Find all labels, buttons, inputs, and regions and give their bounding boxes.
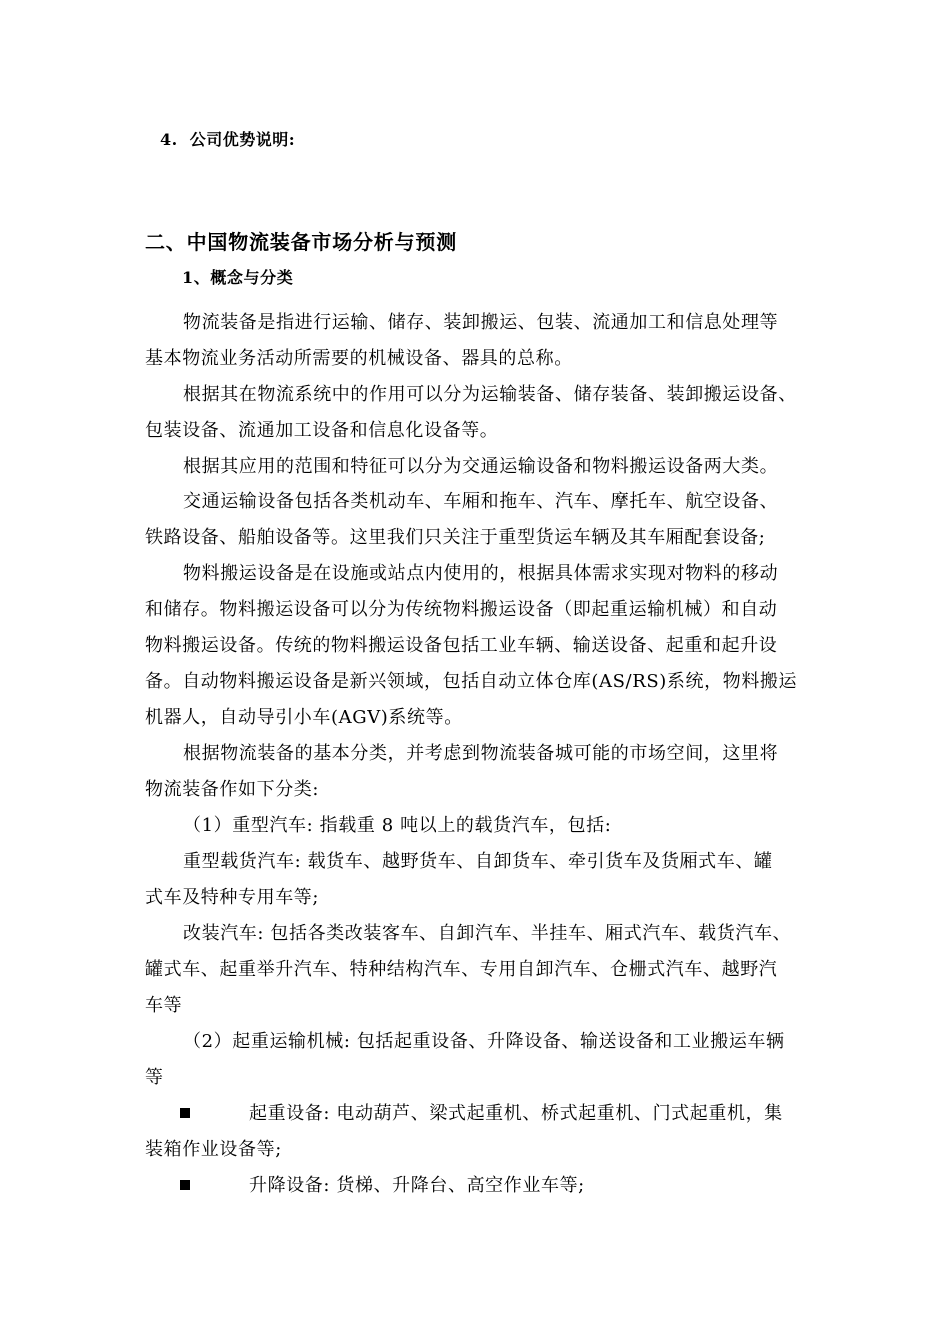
paragraph-line: 改装汽车: 包括各类改装客车、自卸汽车、半挂车、厢式汽车、载货汽车、 bbox=[183, 923, 792, 944]
paragraph-line: 车等 bbox=[145, 995, 183, 1016]
paragraph-line: （2）起重运输机械: 包括起重设备、升降设备、输送设备和工业搬运车辆 bbox=[183, 1031, 785, 1052]
paragraph-line: 重型载货汽车: 载货车、越野货车、自卸货车、牵引货车及货厢式车、罐 bbox=[183, 851, 773, 872]
paragraph-line: 物流装备是指进行运输、储存、装卸搬运、包装、流通加工和信息处理等 bbox=[183, 312, 779, 333]
paragraph-line: 式车及特种专用车等; bbox=[145, 887, 320, 908]
paragraph-line: 根据其应用的范围和特征可以分为交通运输设备和物料搬运设备两大类。 bbox=[183, 456, 779, 477]
square-bullet-icon bbox=[180, 1180, 190, 1190]
paragraph-line: （1）重型汽车: 指载重 8 吨以上的载货汽车，包括: bbox=[183, 815, 612, 836]
paragraph-line: 包装设备、流通加工设备和信息化设备等。 bbox=[145, 420, 499, 441]
paragraph-line: 物料搬运设备。传统的物料搬运设备包括工业车辆、输送设备、起重和起升设 bbox=[145, 635, 778, 656]
paragraph-line: 交通运输设备包括各类机动车、车厢和拖车、汽车、摩托车、航空设备、 bbox=[183, 491, 779, 512]
paragraph-line: 根据物流装备的基本分类，并考虑到物流装备城可能的市场空间，这里将 bbox=[183, 743, 779, 764]
bullet-line: 起重设备: 电动葫芦、梁式起重机、桥式起重机、门式起重机，集 bbox=[249, 1103, 783, 1124]
square-bullet-icon bbox=[180, 1108, 190, 1118]
paragraph-line: 物流装备作如下分类: bbox=[145, 779, 320, 800]
paragraph-line: 罐式车、起重举升汽车、特种结构汽车、专用自卸汽车、仓栅式汽车、越野汽 bbox=[145, 959, 778, 980]
paragraph-line: 备。自动物料搬运设备是新兴领域，包括自动立体仓库(AS/RS)系统，物料搬运 bbox=[145, 671, 798, 692]
paragraph-line: 机器人，自动导引小车(AGV)系统等。 bbox=[145, 707, 463, 728]
chapter-heading: 二、中国物流装备市场分析与预测 bbox=[145, 230, 457, 254]
bullet-line: 升降设备: 货梯、升降台、高空作业车等; bbox=[249, 1175, 585, 1196]
paragraph-line: 基本物流业务活动所需要的机械设备、器具的总称。 bbox=[145, 348, 573, 369]
paragraph-line: 和储存。物料搬运设备可以分为传统物料搬运设备（即起重运输机械）和自动 bbox=[145, 599, 778, 620]
paragraph-line: 铁路设备、船舶设备等。这里我们只关注于重型货运车辆及其车厢配套设备; bbox=[145, 527, 766, 548]
paragraph-line: 装箱作业设备等; bbox=[145, 1139, 282, 1160]
section-number: 4. bbox=[160, 130, 178, 149]
paragraph-line: 等 bbox=[145, 1067, 164, 1088]
paragraph-line: 物料搬运设备是在设施或站点内使用的，根据具体需求实现对物料的移动 bbox=[183, 563, 779, 584]
section-title: 公司优势说明: bbox=[189, 130, 296, 149]
paragraph-line: 根据其在物流系统中的作用可以分为运输装备、储存装备、装卸搬运设备、 bbox=[183, 384, 797, 405]
section-4-heading bbox=[160, 128, 295, 152]
subsection-heading: 1、概念与分类 bbox=[182, 268, 294, 287]
